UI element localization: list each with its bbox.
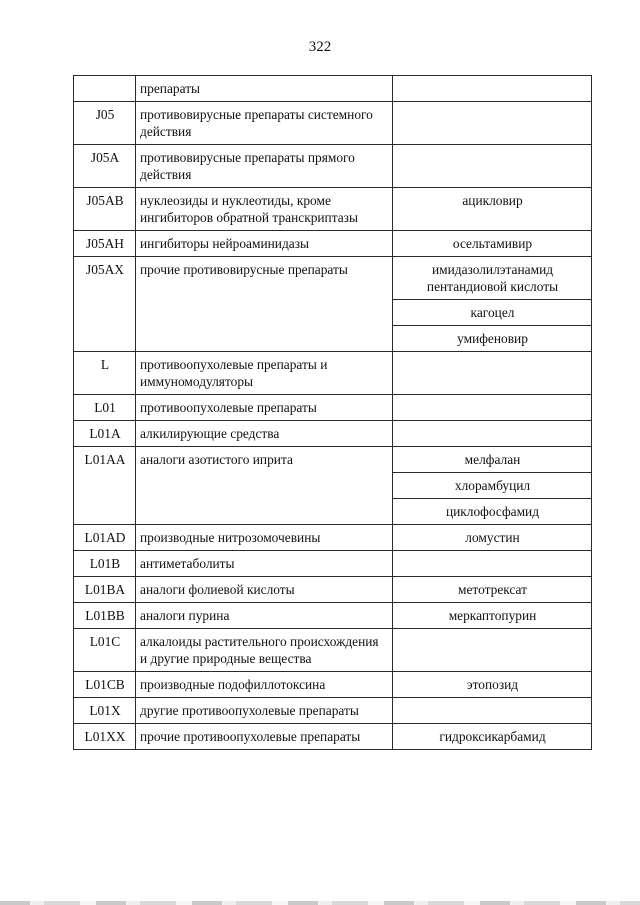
drug-name-cell: этопозид (393, 672, 592, 698)
atc-code-cell: J05AX (74, 257, 136, 352)
atc-code-cell: J05A (74, 145, 136, 188)
drug-name-cell: меркаптопурин (393, 603, 592, 629)
atc-code-cell: L01XX (74, 724, 136, 750)
atc-group-description-cell: производные подофиллотоксина (136, 672, 393, 698)
drug-name-cell (393, 698, 592, 724)
table-row (74, 188, 592, 231)
atc-drug-table (73, 75, 592, 750)
drug-name-cell (393, 551, 592, 577)
atc-group-description-cell: антиметаболиты (136, 551, 393, 577)
atc-code-cell: L01BA (74, 577, 136, 603)
table-row (74, 603, 592, 629)
atc-group-description-cell: аналоги фолиевой кислоты (136, 577, 393, 603)
atc-group-description-cell: нуклеозиды и нуклеотиды, кроме ингибиторов обратной транскриптазы (136, 188, 393, 231)
atc-group-description-cell: алкалоиды растительного происхождения и другие природные вещества (136, 629, 393, 672)
atc-code-cell: J05 (74, 102, 136, 145)
atc-code-cell (74, 76, 136, 102)
atc-group-description-cell: аналоги азотистого иприта (136, 447, 393, 525)
atc-code-cell: L01C (74, 629, 136, 672)
table-row (74, 551, 592, 577)
table-row (74, 525, 592, 551)
atc-code-cell: L01X (74, 698, 136, 724)
atc-code-cell: L01B (74, 551, 136, 577)
table-row (74, 724, 592, 750)
table-row (74, 231, 592, 257)
table-row (74, 76, 592, 102)
table-row (74, 629, 592, 672)
table-row (74, 145, 592, 188)
scan-edge-artifact (0, 901, 640, 905)
atc-group-description-cell: производные нитрозомочевины (136, 525, 393, 551)
table-row (74, 257, 592, 300)
drug-name-cell (393, 352, 592, 395)
table-row (74, 395, 592, 421)
drug-name-cell (393, 395, 592, 421)
table-row (74, 421, 592, 447)
atc-code-cell: L (74, 352, 136, 395)
table-row (74, 102, 592, 145)
atc-code-cell: L01AA (74, 447, 136, 525)
atc-group-description-cell: прочие противовирусные препараты (136, 257, 393, 352)
drug-name-cell: гидроксикарбамид (393, 724, 592, 750)
drug-name-cell (393, 145, 592, 188)
drug-name-cell: мелфалан (393, 447, 592, 473)
page-number: 322 (308, 39, 332, 55)
atc-code-cell: L01A (74, 421, 136, 447)
atc-code-cell: L01BB (74, 603, 136, 629)
drug-name-cell (393, 421, 592, 447)
atc-code-cell: J05AH (74, 231, 136, 257)
atc-code-cell: L01CB (74, 672, 136, 698)
atc-code-cell: J05AB (74, 188, 136, 231)
drug-name-cell (393, 76, 592, 102)
atc-code-cell: L01 (74, 395, 136, 421)
table-row (74, 352, 592, 395)
drug-name-cell (393, 629, 592, 672)
table-row (74, 698, 592, 724)
atc-group-description-cell: противоопухолевые препараты (136, 395, 393, 421)
atc-code-cell: L01AD (74, 525, 136, 551)
drug-name-cell: ацикловир (393, 188, 592, 231)
drug-name-cell (393, 102, 592, 145)
drug-name-cell: циклофосфамид (393, 499, 592, 525)
drug-name-cell: осельтамивир (393, 231, 592, 257)
drug-name-cell: умифеновир (393, 326, 592, 352)
atc-group-description-cell: прочие противоопухолевые препараты (136, 724, 393, 750)
atc-table-body (74, 76, 592, 750)
atc-group-description-cell: противовирусные препараты системного действия (136, 102, 393, 145)
atc-group-description-cell: ингибиторы нейроаминидазы (136, 231, 393, 257)
atc-group-description-cell: противовирусные препараты прямого действия (136, 145, 393, 188)
table-row (74, 447, 592, 473)
drug-name-cell: ломустин (393, 525, 592, 551)
atc-group-description-cell: другие противоопухолевые препараты (136, 698, 393, 724)
atc-group-description-cell: препараты (136, 76, 393, 102)
table-row (74, 577, 592, 603)
drug-name-cell: хлорамбуцил (393, 473, 592, 499)
drug-name-cell: метотрексат (393, 577, 592, 603)
atc-group-description-cell: алкилирующие средства (136, 421, 393, 447)
drug-name-cell: имидазолилэтанамид пентандиовой кислоты (393, 257, 592, 300)
atc-group-description-cell: аналоги пурина (136, 603, 393, 629)
atc-group-description-cell: противоопухолевые препараты и иммуномодуляторы (136, 352, 393, 395)
table-row (74, 672, 592, 698)
drug-name-cell: кагоцел (393, 300, 592, 326)
